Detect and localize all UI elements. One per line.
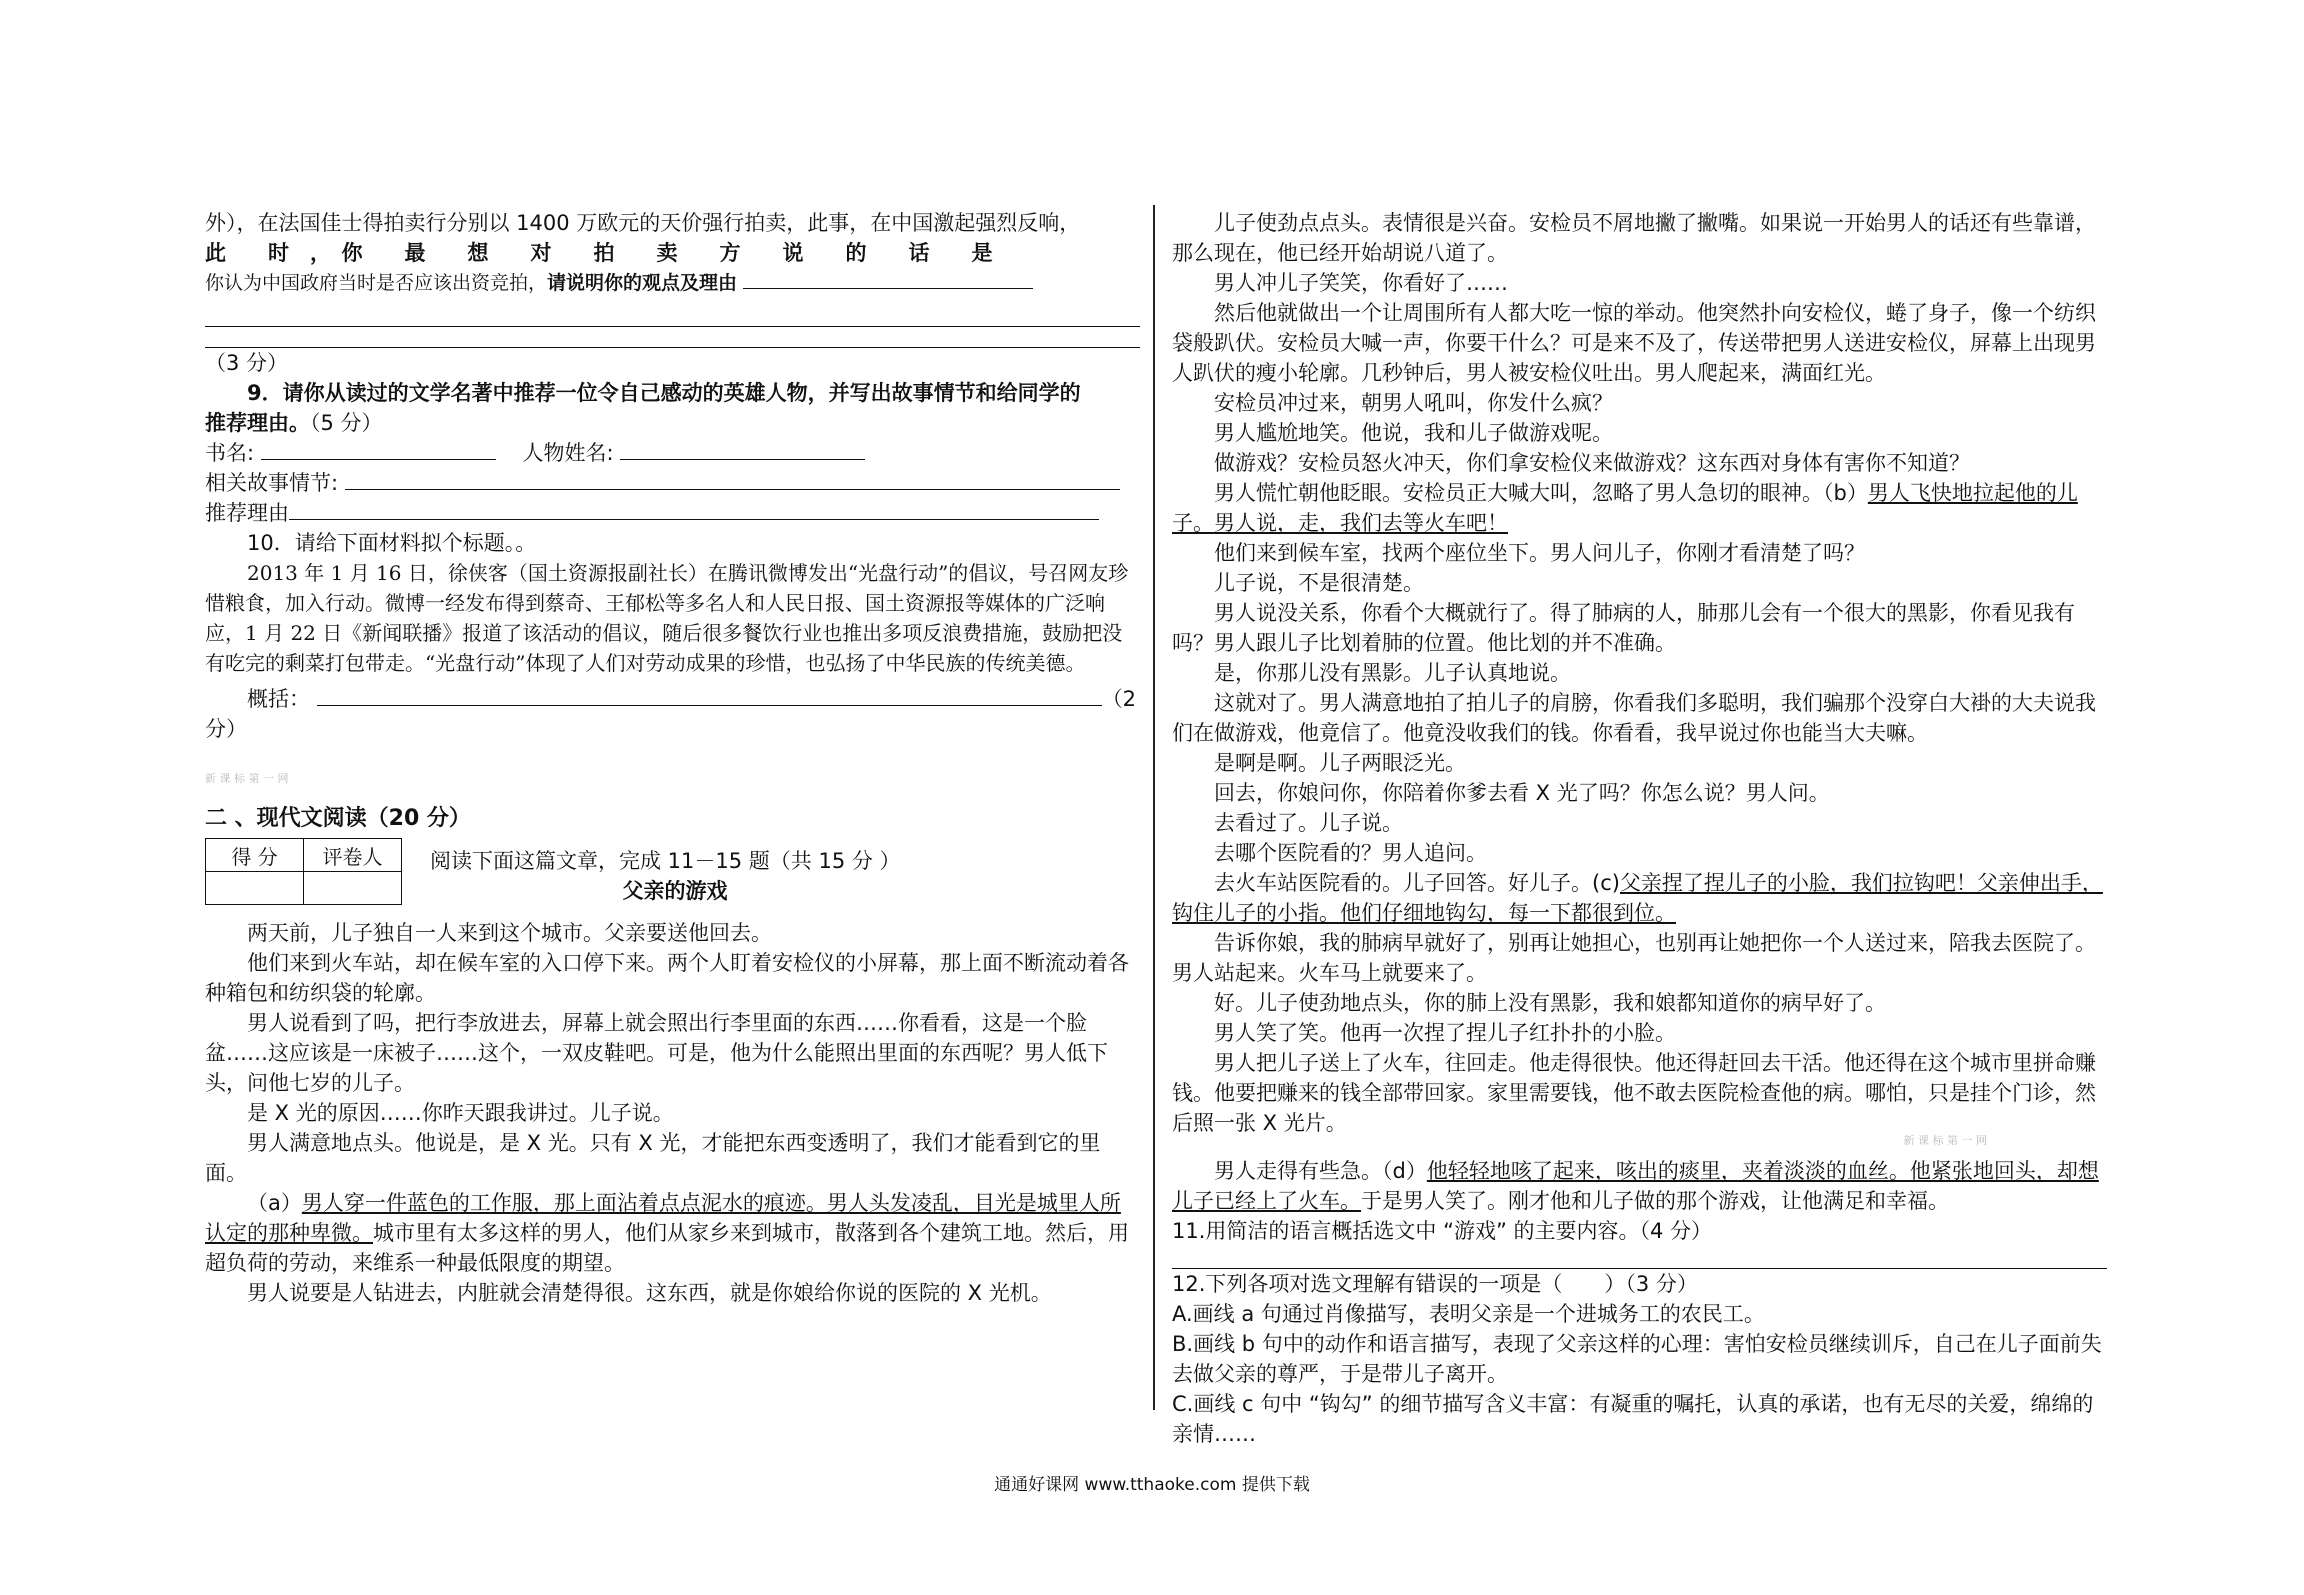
paragraph-a — [205, 1188, 1140, 1278]
reading-intro: 阅读下面这篇文章，完成 11－15 题（共 15 分 ） — [430, 849, 901, 873]
watermark-right: 新 课 标 第 一 网 — [1903, 1134, 1987, 1147]
q8-line3 — [205, 268, 1140, 298]
grader-cell[interactable] — [304, 872, 402, 905]
footer: 通通好课网 www.tthaoke.com 提供下载 — [994, 1475, 1310, 1495]
paragraph-c — [1172, 868, 2107, 928]
story-paragraph: 男人说没关系，你看个大概就行了。得了肺病的人，肺那儿会有一个很大的黑影，你看见我有吗？男人跟儿子比划着肺的位置。他比划的并不准确。 — [1172, 601, 2075, 655]
option-a: A.画线 a 句通过肖像描写，表明父亲是一个进城务工的农民工。 — [1172, 1302, 1765, 1326]
score-table — [205, 838, 402, 905]
paragraph-b-prefix: 男人慌忙朝他眨眼。安检员正大喊大叫，忽略了男人急切的眼神。（b） — [1214, 481, 1868, 505]
summary-score: （2 — [1101, 687, 1137, 711]
summary-score2: 分） — [205, 717, 247, 741]
story-paragraph: 这就对了。男人满意地拍了拍儿子的肩膀，你看我们多聪明，我们骗那个没穿白大褂的大夫说我们在做游戏，他竟信了。他竟没收我们的钱。你看看，我早说过你也能当大夫嘛。 — [1172, 691, 2096, 745]
reason-line — [205, 498, 1140, 528]
story-paragraph: 好。儿子使劲地点头，你的肺上没有黑影，我和娘都知道你的病早好了。 — [1214, 991, 1886, 1015]
story-paragraph: 他们来到火车站，却在候车室的入口停下来。两个人盯着安检仪的小屏幕，那上面不断流动着各种箱包和纺织袋的轮廓。 — [205, 951, 1129, 1005]
paragraph-b-underlined: 男人飞快地拉起他的儿子。男人说，走，我们去等火车吧！ — [1172, 481, 2078, 535]
q10-paragraph: 2013 年 1 月 16 日，徐侠客（国土资源报副社长）在腾讯微博发出“光盘行动”的倡议，号召网友珍惜粮食，加入行动。微博一经发布得到蔡奇、王郁松等多名人和人民日报、国土资源报等媒体的广泛响应，1 月 22 日《新闻联播》报道了该活动的倡议，随后很多餐饮行业也推出多项反浪费措施，鼓励把没有吃完的剩菜打包带走。“光盘行动”体现了人们对劳动成果的珍惜，也弘扬了中华民族的传统美德。 — [205, 561, 1129, 675]
paragraph-d-prefix: 男人走得有些急。（d） — [1214, 1159, 1427, 1183]
paragraph-d-rest: 于是男人笑了。刚才他和儿子做的那个游戏，让他满足和幸福。 — [1361, 1189, 1949, 1213]
story-paragraph: 是 X 光的原因……你昨天跟我讲过。儿子说。 — [247, 1101, 674, 1125]
story-paragraph: 男人满意地点头。他说是，是 X 光。只有 X 光，才能把东西变透明了，我们才能看到它的里面。 — [205, 1131, 1101, 1185]
paragraph-d-underlined: 他轻轻地咳了起来，咳出的痰里，夹着淡淡的血丝。他紧张地回头，却想儿子已经上了火车。 — [1172, 1159, 2099, 1213]
person-label: 人物姓名: — [522, 441, 614, 465]
story-paragraph: 儿子使劲点点头。表情很是兴奋。安检员不屑地撇了撇嘴。如果说一开始男人的话还有些靠谱，那么现在，他已经开始胡说八道了。 — [1172, 211, 2096, 265]
person-blank[interactable] — [620, 439, 865, 460]
q8-answer-rule-3[interactable] — [205, 327, 1140, 348]
score-area — [205, 838, 1140, 918]
q8-line3-bold: 请说明你的观点及理由 — [547, 272, 738, 294]
grader-header: 评卷人 — [304, 839, 402, 872]
story-paragraph: 回去，你娘问你，你陪着你爹去看 X 光了吗？你怎么说？男人问。 — [1214, 781, 1830, 805]
summary-line — [205, 684, 1140, 714]
score-cell[interactable] — [206, 872, 304, 905]
story-paragraph: 是啊是啊。儿子两眼泛光。 — [1214, 751, 1466, 775]
right-column — [1172, 208, 2107, 1449]
reading-header — [430, 846, 1140, 906]
q10-title: 10．请给下面材料拟个标题。。 — [247, 531, 537, 555]
option-c: C.画线 c 句中 “钩勾” 的细节描写含义丰富：有凝重的嘱托，认真的承诺，也有无尽的关爱，绵绵的亲情…… — [1172, 1392, 2094, 1446]
story-label: 相关故事情节: — [205, 471, 339, 495]
story-paragraphs-left — [205, 918, 1140, 1308]
paragraph-a-rest: 城市里有太多这样的男人，他们从家乡来到城市，散落到各个建筑工地。然后，用超负荷的劳动，来维系一种最低限度的期望。 — [205, 1221, 1129, 1275]
paragraph-c-prefix: 去火车站医院看的。儿子回答。好儿子。(c) — [1214, 871, 1620, 895]
q12: 12.下列各项对选文理解有错误的一项是（ ）（3 分） — [1172, 1272, 1698, 1296]
q8-line3-text: 你认为中国政府当时是否应该出资竞拍， — [205, 272, 548, 294]
story-paragraph: 儿子说，不是很清楚。 — [1214, 571, 1424, 595]
q8-answer-rule-2[interactable] — [205, 298, 1140, 327]
watermark-left: 新 课 标 第 一 网 — [205, 772, 289, 785]
paragraph-d — [1172, 1156, 2107, 1216]
q9-text2-line — [205, 408, 1140, 438]
story-blank[interactable] — [345, 469, 1120, 490]
q8-answer-blank-1[interactable] — [743, 268, 1033, 289]
summary-blank[interactable] — [317, 685, 1102, 706]
q8-line1: 外），在法国佳士得拍卖行分别以 1400 万欧元的天价强行拍卖，此事，在中国激起强烈反响， — [205, 211, 1081, 235]
paragraph-a-underlined: 男人穿一件蓝色的工作服，那上面沾着点点泥水的痕迹。男人头发凌乱，目光是城里人所认定的那种卑微。 — [205, 1191, 1121, 1245]
story-paragraph: 去看过了。儿子说。 — [1214, 811, 1403, 835]
story-paragraph: 两天前，儿子独自一人来到这个城市。父亲要送他回去。 — [247, 921, 772, 945]
story-paragraph: 去哪个医院看的？男人追问。 — [1214, 841, 1487, 865]
story-paragraph: 他们来到候车室，找两个座位坐下。男人问儿子，你刚才看清楚了吗？ — [1214, 541, 1865, 565]
story-paragraph: 男人笑了笑。他再一次捏了捏儿子红扑扑的小脸。 — [1214, 1021, 1676, 1045]
q9-text: 9．请你从读过的文学名著中推荐一位令自己感动的英雄人物，并写出故事情节和给同学的 — [247, 381, 1081, 405]
section2-heading: 二 、现代文阅读（20 分） — [205, 806, 471, 831]
q8-line2: 此 时 ， 你 最 想 对 拍 卖 方 说 的 话 是 — [205, 241, 993, 265]
reason-label: 推荐理由 — [205, 501, 289, 525]
story-paragraph: 是，你那儿没有黑影。儿子认真地说。 — [1214, 661, 1571, 685]
q11: 11.用简洁的语言概括选文中 “游戏” 的主要内容。（4 分） — [1172, 1219, 1713, 1243]
story-line — [205, 468, 1140, 498]
story-paragraph: 安检员冲过来，朝男人吼叫，你发什么疯？ — [1214, 391, 1613, 415]
story-paragraph: 告诉你娘，我的肺病早就好了，别再让她担心，也别再让她把你一个人送过来，陪我去医院了。男人站起来。火车马上就要来了。 — [1172, 931, 2096, 985]
story-paragraph: 然后他就做出一个让周围所有人都大吃一惊的举动。他突然扑向安检仪，蜷了身子，像一个纺织袋般趴伏。安检员大喊一声，你要干什么？可是来不及了，传送带把男人送进安检仪，屏幕上出现男人趴伏的瘦小轮廓。几秒钟后，男人被安检仪吐出。男人爬起来，满面红光。 — [1172, 301, 2096, 385]
story-paragraph: 男人说看到了吗，把行李放进去，屏幕上就会照出行李里面的东西……你看看，这是一个脸盆……这应该是一床被子……这个，一双皮鞋吧。可是，他为什么能照出里面的东西呢？男人低下头，问他七岁的儿子。 — [205, 1011, 1108, 1095]
story-paragraph: 做游戏？安检员怒火冲天，你们拿安检仪来做游戏？这东西对身体有害你不知道？ — [1214, 451, 1970, 475]
story-paragraph: 男人尴尬地笑。他说，我和儿子做游戏呢。 — [1214, 421, 1613, 445]
story-paragraph: 男人冲儿子笑笑，你看好了…… — [1214, 271, 1508, 295]
q11-answer-rule[interactable] — [1172, 1246, 2107, 1269]
option-b: B.画线 b 句中的动作和语言描写，表现了父亲这样的心理：害怕安检员继续训斥，自己在儿子面前失去做父亲的尊严，于是带儿子离开。 — [1172, 1332, 2102, 1386]
book-label: 书名: — [205, 441, 255, 465]
paragraph-b — [1172, 478, 2107, 538]
q8-score: （3 分） — [205, 351, 289, 375]
paragraph-a-prefix: （a） — [247, 1191, 302, 1215]
book-line — [205, 438, 1140, 468]
story-paragraph: 男人说要是人钻进去，内脏就会清楚得很。这东西，就是你娘给你说的医院的 X 光机。 — [247, 1281, 1052, 1305]
story-title: 父亲的游戏 — [622, 879, 728, 903]
reason-blank[interactable] — [289, 499, 1099, 520]
left-column — [205, 208, 1140, 1308]
column-divider — [1153, 205, 1155, 1410]
score-header: 得 分 — [206, 839, 304, 872]
q9-score: （5 分） — [310, 411, 383, 435]
paragraph-c-underlined: 父亲捏了捏儿子的小脸，我们拉钩吧！父亲伸出手，钩住儿子的小指。他们仔细地钩勾，每一下都很到位。 — [1172, 871, 2103, 925]
book-blank[interactable] — [261, 439, 496, 460]
summary-label: 概括： — [247, 687, 310, 711]
q9-text2: 推荐理由。 — [205, 411, 310, 435]
story-paragraph: 男人把儿子送上了火车，往回走。他走得很快。他还得赶回去干活。他还得在这个城市里拼命赚钱。他要把赚来的钱全部带回家。家里需要钱，他不敢去医院检查他的病。哪怕，只是挂个门诊，然后照一张 X 光片。 — [1172, 1051, 2096, 1135]
